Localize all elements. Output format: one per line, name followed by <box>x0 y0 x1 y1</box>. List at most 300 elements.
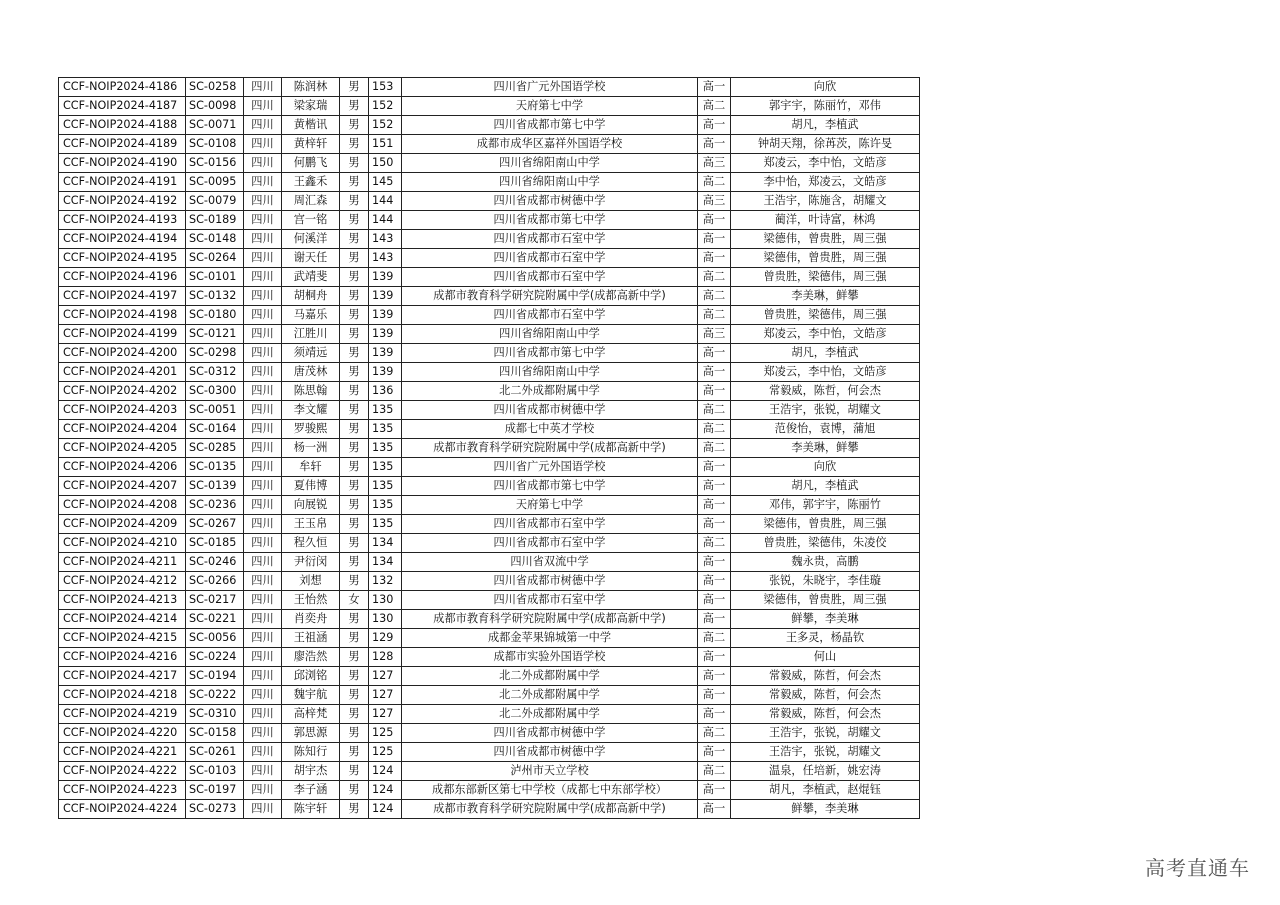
contestant-id-cell: CCF-NOIP2024-4202 <box>59 382 186 401</box>
contestant-id-cell: CCF-NOIP2024-4204 <box>59 420 186 439</box>
student-name-cell: 何鹏飞 <box>282 154 340 173</box>
table-row <box>59 211 920 230</box>
student-name-cell: 陈宇轩 <box>282 800 340 819</box>
student-name-cell: 黄楷讯 <box>282 116 340 135</box>
contestant-id-cell: CCF-NOIP2024-4211 <box>59 553 186 572</box>
province-code-cell: SC-0056 <box>186 629 244 648</box>
gender-cell: 男 <box>340 705 369 724</box>
coaches-cell: 魏永贵，高鹏 <box>731 553 920 572</box>
table-row <box>59 116 920 135</box>
contestant-id-cell: CCF-NOIP2024-4188 <box>59 116 186 135</box>
gender-cell: 男 <box>340 477 369 496</box>
table-row <box>59 325 920 344</box>
school-cell: 成都市教育科学研究院附属中学(成都高新中学) <box>402 610 698 629</box>
coaches-cell: 李中怡，郑凌云，文皓彦 <box>731 173 920 192</box>
school-cell: 四川省绵阳南山中学 <box>402 173 698 192</box>
table-row <box>59 192 920 211</box>
province-code-cell: SC-0103 <box>186 762 244 781</box>
coaches-cell: 曾贵胜，梁德伟，周三强 <box>731 268 920 287</box>
table-row <box>59 515 920 534</box>
contestant-id-cell: CCF-NOIP2024-4212 <box>59 572 186 591</box>
table-row <box>59 800 920 819</box>
contestant-id-cell: CCF-NOIP2024-4218 <box>59 686 186 705</box>
score-cell: 139 <box>369 306 402 325</box>
coaches-cell: 何山 <box>731 648 920 667</box>
coaches-cell: 郭宇宇，陈丽竹，邓伟 <box>731 97 920 116</box>
grade-cell: 高一 <box>698 230 731 249</box>
contestant-id-cell: CCF-NOIP2024-4198 <box>59 306 186 325</box>
grade-cell: 高二 <box>698 268 731 287</box>
contestant-id-cell: CCF-NOIP2024-4201 <box>59 363 186 382</box>
table-row <box>59 553 920 572</box>
school-cell: 四川省成都市石室中学 <box>402 534 698 553</box>
score-cell: 144 <box>369 192 402 211</box>
school-cell: 四川省成都市树德中学 <box>402 743 698 762</box>
student-name-cell: 陈思翰 <box>282 382 340 401</box>
student-name-cell: 江胜川 <box>282 325 340 344</box>
province-code-cell: SC-0148 <box>186 230 244 249</box>
coaches-cell: 向欣 <box>731 458 920 477</box>
gender-cell: 男 <box>340 268 369 287</box>
school-cell: 北二外成都附属中学 <box>402 686 698 705</box>
school-cell: 四川省成都市石室中学 <box>402 591 698 610</box>
grade-cell: 高一 <box>698 382 731 401</box>
score-cell: 134 <box>369 553 402 572</box>
grade-cell: 高二 <box>698 306 731 325</box>
school-cell: 四川省成都市石室中学 <box>402 230 698 249</box>
province-cell: 四川 <box>244 192 282 211</box>
grade-cell: 高二 <box>698 401 731 420</box>
grade-cell: 高一 <box>698 610 731 629</box>
province-code-cell: SC-0267 <box>186 515 244 534</box>
student-name-cell: 向展锐 <box>282 496 340 515</box>
student-name-cell: 杨一洲 <box>282 439 340 458</box>
grade-cell: 高一 <box>698 667 731 686</box>
province-cell: 四川 <box>244 496 282 515</box>
student-name-cell: 谢天任 <box>282 249 340 268</box>
province-cell: 四川 <box>244 724 282 743</box>
province-code-cell: SC-0095 <box>186 173 244 192</box>
table-row <box>59 363 920 382</box>
gender-cell: 男 <box>340 800 369 819</box>
contestant-id-cell: CCF-NOIP2024-4186 <box>59 78 186 97</box>
school-cell: 成都七中英才学校 <box>402 420 698 439</box>
contestant-id-cell: CCF-NOIP2024-4195 <box>59 249 186 268</box>
province-cell: 四川 <box>244 781 282 800</box>
province-code-cell: SC-0221 <box>186 610 244 629</box>
province-cell: 四川 <box>244 629 282 648</box>
grade-cell: 高三 <box>698 325 731 344</box>
contestant-id-cell: CCF-NOIP2024-4199 <box>59 325 186 344</box>
watermark: 高考直通车 <box>1145 856 1250 880</box>
coaches-cell: 梁德伟，曾贵胜，周三强 <box>731 249 920 268</box>
contestant-id-cell: CCF-NOIP2024-4210 <box>59 534 186 553</box>
table-row <box>59 401 920 420</box>
grade-cell: 高二 <box>698 762 731 781</box>
grade-cell: 高一 <box>698 686 731 705</box>
province-code-cell: SC-0312 <box>186 363 244 382</box>
coaches-cell: 常毅威，陈哲，何会杰 <box>731 686 920 705</box>
province-code-cell: SC-0246 <box>186 553 244 572</box>
score-cell: 139 <box>369 268 402 287</box>
gender-cell: 男 <box>340 743 369 762</box>
gender-cell: 男 <box>340 97 369 116</box>
province-cell: 四川 <box>244 515 282 534</box>
coaches-cell: 常毅威，陈哲，何会杰 <box>731 382 920 401</box>
coaches-cell: 梁德伟，曾贵胜，周三强 <box>731 515 920 534</box>
table-row <box>59 458 920 477</box>
score-cell: 152 <box>369 97 402 116</box>
score-cell: 135 <box>369 401 402 420</box>
student-name-cell: 胡桐舟 <box>282 287 340 306</box>
student-name-cell: 牟轩 <box>282 458 340 477</box>
contestant-id-cell: CCF-NOIP2024-4203 <box>59 401 186 420</box>
grade-cell: 高一 <box>698 591 731 610</box>
coaches-cell: 梁德伟，曾贵胜，周三强 <box>731 230 920 249</box>
student-name-cell: 周汇森 <box>282 192 340 211</box>
school-cell: 四川省成都市第七中学 <box>402 211 698 230</box>
province-cell: 四川 <box>244 705 282 724</box>
grade-cell: 高一 <box>698 705 731 724</box>
province-cell: 四川 <box>244 591 282 610</box>
grade-cell: 高一 <box>698 211 731 230</box>
student-name-cell: 何溪洋 <box>282 230 340 249</box>
coaches-cell: 王浩宇，张锐，胡耀文 <box>731 743 920 762</box>
province-code-cell: SC-0185 <box>186 534 244 553</box>
table-row <box>59 667 920 686</box>
student-name-cell: 刘想 <box>282 572 340 591</box>
score-cell: 125 <box>369 724 402 743</box>
grade-cell: 高二 <box>698 534 731 553</box>
province-code-cell: SC-0132 <box>186 287 244 306</box>
school-cell: 天府第七中学 <box>402 496 698 515</box>
province-code-cell: SC-0217 <box>186 591 244 610</box>
province-code-cell: SC-0222 <box>186 686 244 705</box>
coaches-cell: 李美琳，鲜攀 <box>731 439 920 458</box>
grade-cell: 高一 <box>698 78 731 97</box>
contestant-id-cell: CCF-NOIP2024-4190 <box>59 154 186 173</box>
gender-cell: 男 <box>340 496 369 515</box>
grade-cell: 高一 <box>698 553 731 572</box>
grade-cell: 高一 <box>698 572 731 591</box>
grade-cell: 高一 <box>698 249 731 268</box>
table-row <box>59 306 920 325</box>
student-name-cell: 王怡然 <box>282 591 340 610</box>
table-row <box>59 173 920 192</box>
province-code-cell: SC-0224 <box>186 648 244 667</box>
table-row <box>59 135 920 154</box>
contestant-id-cell: CCF-NOIP2024-4213 <box>59 591 186 610</box>
contestant-id-cell: CCF-NOIP2024-4187 <box>59 97 186 116</box>
score-cell: 124 <box>369 800 402 819</box>
school-cell: 北二外成都附属中学 <box>402 705 698 724</box>
grade-cell: 高三 <box>698 192 731 211</box>
score-cell: 132 <box>369 572 402 591</box>
school-cell: 四川省广元外国语学校 <box>402 78 698 97</box>
school-cell: 四川省成都市树德中学 <box>402 192 698 211</box>
score-cell: 124 <box>369 781 402 800</box>
contestant-id-cell: CCF-NOIP2024-4217 <box>59 667 186 686</box>
table-row <box>59 534 920 553</box>
table-body <box>59 78 920 819</box>
gender-cell: 男 <box>340 724 369 743</box>
table-row <box>59 439 920 458</box>
coaches-cell: 王浩宇，陈施含，胡耀文 <box>731 192 920 211</box>
province-cell: 四川 <box>244 363 282 382</box>
student-name-cell: 胡宇杰 <box>282 762 340 781</box>
province-cell: 四川 <box>244 154 282 173</box>
school-cell: 成都市成华区嘉祥外国语学校 <box>402 135 698 154</box>
score-cell: 151 <box>369 135 402 154</box>
student-name-cell: 王玉帛 <box>282 515 340 534</box>
province-code-cell: SC-0135 <box>186 458 244 477</box>
province-code-cell: SC-0098 <box>186 97 244 116</box>
student-name-cell: 陈知行 <box>282 743 340 762</box>
table-row <box>59 154 920 173</box>
grade-cell: 高一 <box>698 800 731 819</box>
grade-cell: 高一 <box>698 344 731 363</box>
province-cell: 四川 <box>244 382 282 401</box>
province-cell: 四川 <box>244 667 282 686</box>
score-cell: 130 <box>369 591 402 610</box>
gender-cell: 男 <box>340 439 369 458</box>
student-name-cell: 唐茂林 <box>282 363 340 382</box>
contestant-id-cell: CCF-NOIP2024-4208 <box>59 496 186 515</box>
gender-cell: 男 <box>340 781 369 800</box>
student-name-cell: 高梓梵 <box>282 705 340 724</box>
contestant-id-cell: CCF-NOIP2024-4221 <box>59 743 186 762</box>
coaches-cell: 张锐，朱晓宇，李佳璇 <box>731 572 920 591</box>
province-cell: 四川 <box>244 325 282 344</box>
school-cell: 成都市教育科学研究院附属中学(成都高新中学) <box>402 439 698 458</box>
province-cell: 四川 <box>244 686 282 705</box>
grade-cell: 高一 <box>698 135 731 154</box>
coaches-cell: 胡凡，李植武 <box>731 344 920 363</box>
student-name-cell: 王鑫禾 <box>282 173 340 192</box>
gender-cell: 男 <box>340 553 369 572</box>
gender-cell: 男 <box>340 230 369 249</box>
province-code-cell: SC-0298 <box>186 344 244 363</box>
contestant-id-cell: CCF-NOIP2024-4193 <box>59 211 186 230</box>
school-cell: 四川省成都市第七中学 <box>402 477 698 496</box>
province-code-cell: SC-0164 <box>186 420 244 439</box>
coaches-cell: 范俊怡，袁博，蒲旭 <box>731 420 920 439</box>
province-code-cell: SC-0194 <box>186 667 244 686</box>
grade-cell: 高一 <box>698 515 731 534</box>
province-code-cell: SC-0180 <box>186 306 244 325</box>
contestant-id-cell: CCF-NOIP2024-4194 <box>59 230 186 249</box>
province-cell: 四川 <box>244 458 282 477</box>
student-name-cell: 廖浩然 <box>282 648 340 667</box>
contestant-id-cell: CCF-NOIP2024-4224 <box>59 800 186 819</box>
grade-cell: 高一 <box>698 458 731 477</box>
table-row <box>59 629 920 648</box>
grade-cell: 高一 <box>698 116 731 135</box>
grade-cell: 高二 <box>698 724 731 743</box>
student-name-cell: 黄梓轩 <box>282 135 340 154</box>
score-cell: 127 <box>369 667 402 686</box>
province-cell: 四川 <box>244 439 282 458</box>
student-name-cell: 邱浏铭 <box>282 667 340 686</box>
province-code-cell: SC-0071 <box>186 116 244 135</box>
table-row <box>59 382 920 401</box>
table-row <box>59 705 920 724</box>
student-name-cell: 王祖涵 <box>282 629 340 648</box>
school-cell: 北二外成都附属中学 <box>402 667 698 686</box>
coaches-cell: 郑凌云，李中怡，文皓彦 <box>731 325 920 344</box>
gender-cell: 男 <box>340 382 369 401</box>
score-cell: 135 <box>369 439 402 458</box>
contestant-id-cell: CCF-NOIP2024-4220 <box>59 724 186 743</box>
coaches-cell: 钟胡天翔，徐苒茨，陈许旻 <box>731 135 920 154</box>
score-cell: 145 <box>369 173 402 192</box>
province-code-cell: SC-0264 <box>186 249 244 268</box>
coaches-cell: 胡凡，李植武，赵焜钰 <box>731 781 920 800</box>
student-name-cell: 郭思源 <box>282 724 340 743</box>
gender-cell: 男 <box>340 211 369 230</box>
table-row <box>59 287 920 306</box>
contestant-id-cell: CCF-NOIP2024-4200 <box>59 344 186 363</box>
table-row <box>59 420 920 439</box>
coaches-cell: 李美琳，鲜攀 <box>731 287 920 306</box>
score-cell: 139 <box>369 344 402 363</box>
province-cell: 四川 <box>244 116 282 135</box>
contestant-id-cell: CCF-NOIP2024-4192 <box>59 192 186 211</box>
province-code-cell: SC-0189 <box>186 211 244 230</box>
gender-cell: 男 <box>340 610 369 629</box>
table-row <box>59 743 920 762</box>
student-name-cell: 李子涵 <box>282 781 340 800</box>
province-cell: 四川 <box>244 78 282 97</box>
school-cell: 成都市教育科学研究院附属中学(成都高新中学) <box>402 287 698 306</box>
coaches-cell: 曾贵胜，梁德伟，周三强 <box>731 306 920 325</box>
table-row <box>59 724 920 743</box>
gender-cell: 女 <box>340 591 369 610</box>
gender-cell: 男 <box>340 420 369 439</box>
school-cell: 成都金苹果锦城第一中学 <box>402 629 698 648</box>
student-name-cell: 须靖远 <box>282 344 340 363</box>
table-row <box>59 762 920 781</box>
score-cell: 152 <box>369 116 402 135</box>
score-cell: 129 <box>369 629 402 648</box>
province-code-cell: SC-0310 <box>186 705 244 724</box>
results-table <box>58 77 920 819</box>
school-cell: 四川省成都市树德中学 <box>402 572 698 591</box>
coaches-cell: 鲜攀，李美琳 <box>731 800 920 819</box>
grade-cell: 高二 <box>698 439 731 458</box>
contestant-id-cell: CCF-NOIP2024-4205 <box>59 439 186 458</box>
table-row <box>59 230 920 249</box>
contestant-id-cell: CCF-NOIP2024-4215 <box>59 629 186 648</box>
school-cell: 北二外成都附属中学 <box>402 382 698 401</box>
school-cell: 四川省双流中学 <box>402 553 698 572</box>
student-name-cell: 尹衍闵 <box>282 553 340 572</box>
gender-cell: 男 <box>340 363 369 382</box>
gender-cell: 男 <box>340 667 369 686</box>
score-cell: 135 <box>369 515 402 534</box>
school-cell: 四川省绵阳南山中学 <box>402 154 698 173</box>
grade-cell: 高三 <box>698 154 731 173</box>
student-name-cell: 夏伟博 <box>282 477 340 496</box>
school-cell: 四川省成都市石室中学 <box>402 268 698 287</box>
province-cell: 四川 <box>244 762 282 781</box>
table-row <box>59 477 920 496</box>
score-cell: 139 <box>369 287 402 306</box>
gender-cell: 男 <box>340 192 369 211</box>
province-code-cell: SC-0158 <box>186 724 244 743</box>
school-cell: 天府第七中学 <box>402 97 698 116</box>
coaches-cell: 向欣 <box>731 78 920 97</box>
coaches-cell: 王多灵，杨晶钦 <box>731 629 920 648</box>
province-code-cell: SC-0121 <box>186 325 244 344</box>
student-name-cell: 李文耀 <box>282 401 340 420</box>
contestant-id-cell: CCF-NOIP2024-4223 <box>59 781 186 800</box>
province-cell: 四川 <box>244 553 282 572</box>
school-cell: 四川省成都市石室中学 <box>402 249 698 268</box>
province-cell: 四川 <box>244 135 282 154</box>
province-code-cell: SC-0300 <box>186 382 244 401</box>
grade-cell: 高一 <box>698 496 731 515</box>
table-row <box>59 610 920 629</box>
gender-cell: 男 <box>340 401 369 420</box>
contestant-id-cell: CCF-NOIP2024-4206 <box>59 458 186 477</box>
contestant-id-cell: CCF-NOIP2024-4196 <box>59 268 186 287</box>
province-code-cell: SC-0156 <box>186 154 244 173</box>
coaches-cell: 常毅威，陈哲，何会杰 <box>731 667 920 686</box>
score-cell: 135 <box>369 458 402 477</box>
score-cell: 135 <box>369 477 402 496</box>
province-code-cell: SC-0197 <box>186 781 244 800</box>
grade-cell: 高二 <box>698 287 731 306</box>
score-cell: 135 <box>369 496 402 515</box>
school-cell: 泸州市天立学校 <box>402 762 698 781</box>
gender-cell: 男 <box>340 154 369 173</box>
province-cell: 四川 <box>244 97 282 116</box>
grade-cell: 高一 <box>698 363 731 382</box>
score-cell: 135 <box>369 420 402 439</box>
table-row <box>59 572 920 591</box>
coaches-cell: 郑凌云，李中怡，文皓彦 <box>731 154 920 173</box>
gender-cell: 男 <box>340 173 369 192</box>
grade-cell: 高一 <box>698 743 731 762</box>
gender-cell: 男 <box>340 325 369 344</box>
gender-cell: 男 <box>340 116 369 135</box>
score-cell: 130 <box>369 610 402 629</box>
score-cell: 144 <box>369 211 402 230</box>
gender-cell: 男 <box>340 135 369 154</box>
score-cell: 128 <box>369 648 402 667</box>
province-cell: 四川 <box>244 268 282 287</box>
student-name-cell: 罗骏熙 <box>282 420 340 439</box>
grade-cell: 高二 <box>698 97 731 116</box>
grade-cell: 高一 <box>698 648 731 667</box>
coaches-cell: 郑凌云，李中怡，文皓彦 <box>731 363 920 382</box>
table-row <box>59 591 920 610</box>
school-cell: 四川省广元外国语学校 <box>402 458 698 477</box>
coaches-cell: 胡凡，李植武 <box>731 477 920 496</box>
contestant-id-cell: CCF-NOIP2024-4219 <box>59 705 186 724</box>
school-cell: 成都市实验外国语学校 <box>402 648 698 667</box>
score-cell: 125 <box>369 743 402 762</box>
province-cell: 四川 <box>244 230 282 249</box>
table-row <box>59 249 920 268</box>
student-name-cell: 梁家瑞 <box>282 97 340 116</box>
student-name-cell: 程久恒 <box>282 534 340 553</box>
province-code-cell: SC-0139 <box>186 477 244 496</box>
grade-cell: 高二 <box>698 420 731 439</box>
province-cell: 四川 <box>244 306 282 325</box>
school-cell: 四川省绵阳南山中学 <box>402 325 698 344</box>
